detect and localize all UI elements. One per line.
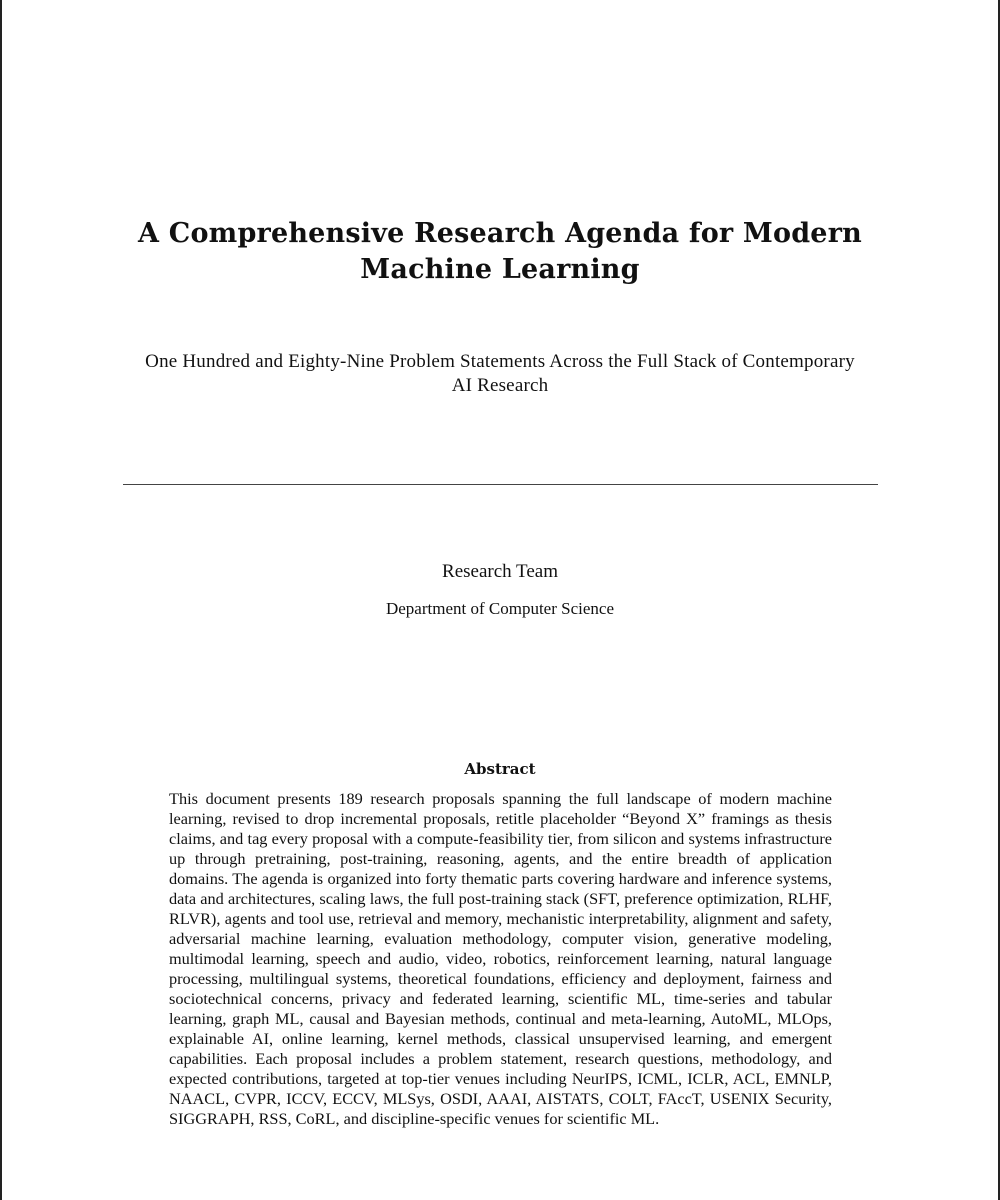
abstract-heading: Abstract xyxy=(464,760,536,778)
paper-title: A Comprehensive Research Agenda for Modern Machine Learning xyxy=(138,218,862,285)
paper-subtitle: One Hundred and Eighty-Nine Problem Statements Across the Full Stack of Contemporary AI Research xyxy=(145,351,855,396)
author-name: Research Team xyxy=(442,561,558,582)
title-divider xyxy=(123,484,878,485)
author-affiliation: Department of Computer Science xyxy=(385,599,614,618)
abstract-body: This document presents 189 research proposals spanning the full landscape of modern machine learning, revised to drop incremental proposals, retitle placeholder “Beyond X” framings as thesis claims, and tag every proposal with a compute-feasibility tier, from silicon and systems infrastructure up through pretraining, post-training, reasoning, agents, and the entire breadth of application domains. The agenda is organized into forty thematic parts covering hardware and inference systems, data and architectures, scaling laws, the full post-training stack (SFT, preference optimization, RLHF, RLVR), agents and tool use, retrieval and memory, mechanistic interpretability, alignment and safety, adversarial machine learning, evaluation methodology, computer vision, generative modeling, multimodal learning, speech and audio, video, robotics, reinforcement learning, natural language processing, multilingual systems, theoretical foundations, efficiency and deployment, fairness and sociotechnical concerns, privacy and federated learning, scientific ML, time-series and tabular learning, graph ML, causal and Bayesian methods, continual and meta-learning, AutoML, MLOps, explainable AI, online learning, kernel methods, classical unsupervised learning, and emergent capabilities. Each proposal includes a problem statement, research questions, methodology, and expected contributions, targeted at top-tier venues including NeurIPS, ICML, ICLR, ACL, EMNLP, NAACL, CVPR, ICCV, ECCV, MLSys, OSDI, AAAI, AISTATS, COLT, FAccT, USENIX Security, SIGGRAPH, RSS, CoRL, and discipline-specific venues for scientific ML. xyxy=(169,789,832,1128)
